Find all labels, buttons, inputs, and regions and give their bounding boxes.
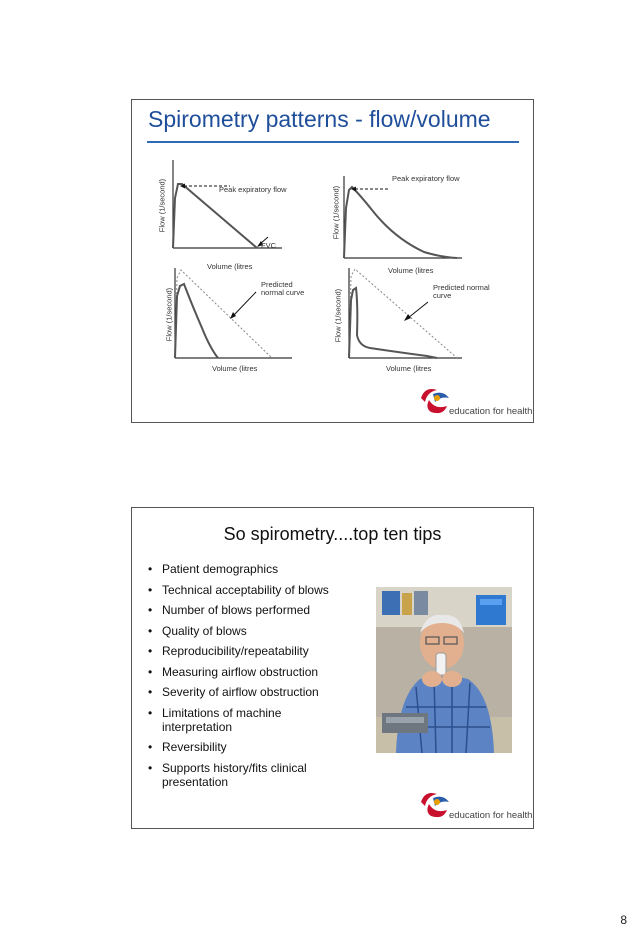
list-item: • Measuring airflow obstruction <box>148 664 319 679</box>
list-item: • Reversibility <box>148 740 227 754</box>
slide-title: So spirometry....top ten tips <box>223 524 442 544</box>
chart1-fvc-label: FVC <box>261 241 276 250</box>
flow-volume-plots <box>132 100 534 423</box>
list-item: • Reproducibility/repeatability <box>148 644 309 658</box>
chart3-x-label: Volume (litres <box>212 364 258 373</box>
chart4-arrow <box>408 302 428 318</box>
chart2-pef-label: Peak expiratory flow <box>392 174 460 183</box>
chart4-predicted-label: Predicted normal curve <box>433 283 490 301</box>
patient-spirometry-photo <box>376 587 512 753</box>
chart4-y-label: Flow (1/second) <box>333 288 343 343</box>
list-item: • Supports history/fits clinical presentation <box>148 760 307 789</box>
chart1-x-label: Volume (litres <box>207 262 253 271</box>
chart3-arrow <box>233 292 256 316</box>
chart3-y-label: Flow (1/second) <box>164 287 174 342</box>
slide-title: Spirometry patterns - flow/volume <box>148 106 491 132</box>
chart4-curve <box>349 288 437 358</box>
logo-text: education for health <box>449 406 533 417</box>
chart4-x-label: Volume (litres <box>386 364 432 373</box>
chart2-curve <box>344 187 457 258</box>
tips-list <box>148 562 378 795</box>
chart-obstructive-top-left <box>173 160 282 248</box>
logo-text: education for health <box>449 810 533 821</box>
chart3-predicted-curve <box>175 270 272 358</box>
slide-spirometry-patterns <box>131 99 534 423</box>
list-item: • Severity of airflow obstruction <box>148 685 319 699</box>
chart4-arrowhead <box>404 314 411 321</box>
chart3-predicted-label: Predicted normal curve <box>261 280 305 298</box>
slide-top-ten-tips <box>131 507 534 829</box>
chart-bottom-right <box>349 268 462 358</box>
list-item: • Limitations of machine interpretation <box>148 705 282 734</box>
chart3-arrowhead <box>230 312 236 319</box>
list-item: • Technical acceptability of blows <box>148 582 329 597</box>
list-item: • Number of blows performed <box>148 603 311 617</box>
chart-top-right <box>344 176 462 258</box>
chart3-curve <box>175 284 218 358</box>
list-item: • Quality of blows <box>148 623 247 638</box>
chart2-y-label: Flow (1/second) <box>331 185 341 240</box>
page-number: 8 <box>620 913 627 927</box>
chart1-pef-label: Peak expiratory flow <box>219 185 287 194</box>
list-item: • Patient demographics <box>148 562 279 576</box>
chart2-x-label: Volume (litres <box>388 266 434 275</box>
chart1-y-label: Flow (1/second) <box>157 178 167 233</box>
